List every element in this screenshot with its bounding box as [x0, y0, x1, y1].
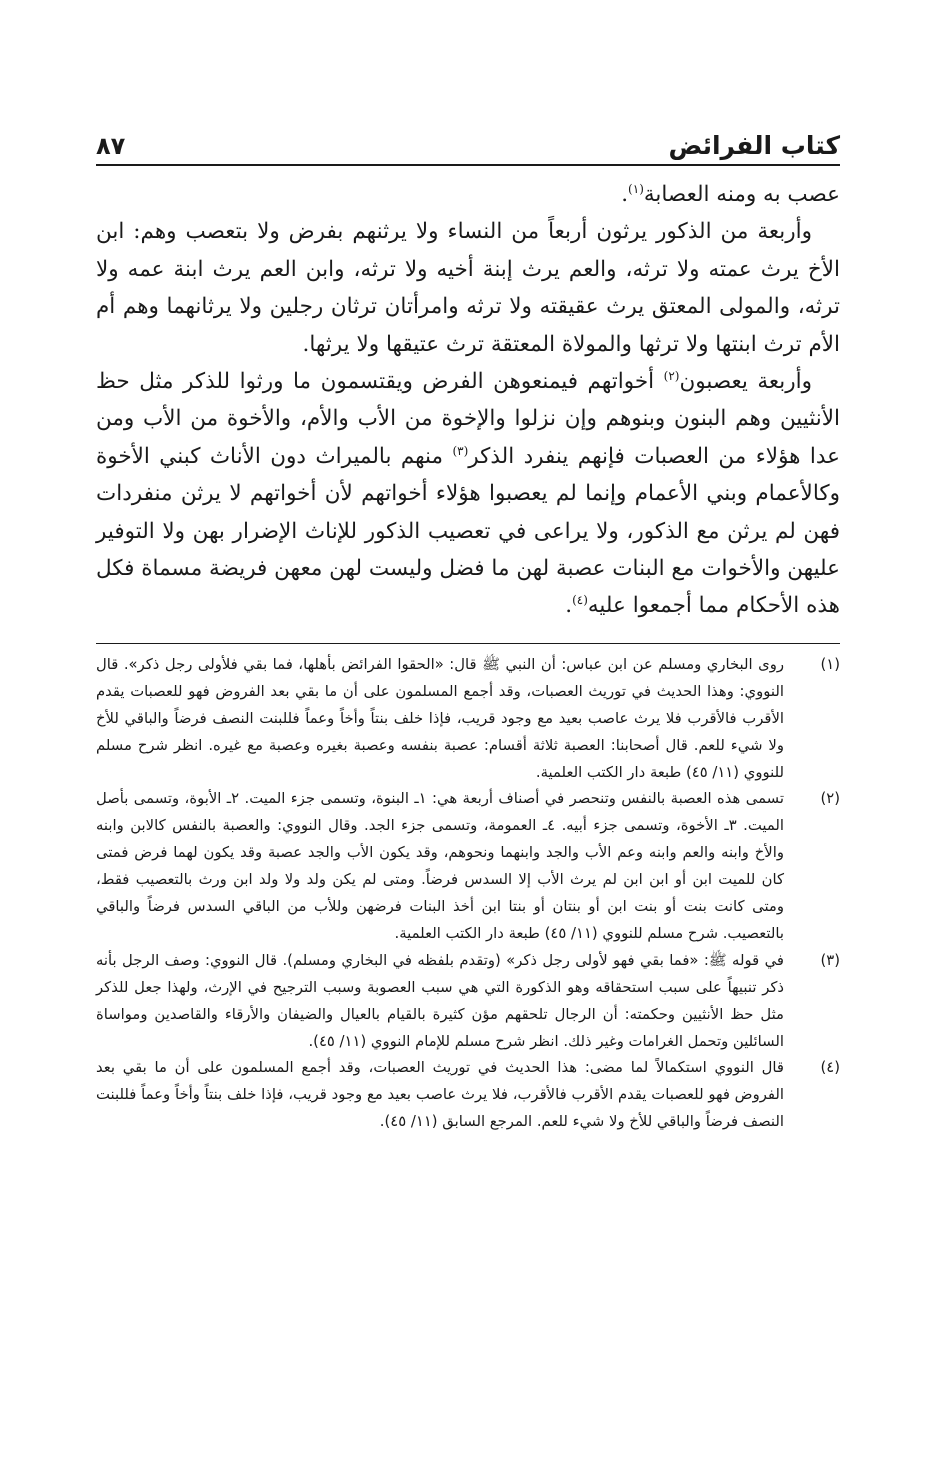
- paragraph-3-text-a: وأربعة يعصبون: [679, 369, 812, 395]
- paragraph-3-text-c: منهم بالميراث دون الأناث كبني الأخوة وكالأعمام وبني الأعمام وإنما لم يعصبوا هؤلاء أخواتهم لأن أخواتهم لا يرثن منفردات فهن لم يرثن مع الذكور، ولا يراعى في تعصيب الذكور للإناث الإضرار بهن ولا التوفير عليهن والأخوات مع البنات عصبة لهن ما فضل وليست لهن معهن فريضة مسماة فكل هذه الأحكام مما أجمعوا عليه: [96, 443, 840, 619]
- page-number: ٨٧: [96, 132, 126, 160]
- footnote-divider: [96, 643, 840, 644]
- footnote-ref-2[interactable]: (٢): [663, 368, 680, 383]
- footnote-text: روى البخاري ومسلم عن ابن عباس: أن النبي ﷺ قال: «الحقوا الفرائض بأهلها، فما بقي فلأولى رجل ذكر». قال النووي: وهذا الحديث في توريث العصبات، وقد أجمع المسلمون على أن ما بقي بعد الفروض فهو للعصبات يقدم الأقرب فالأقرب فلا يرث عاصب بعيد مع وجود قريب، فإذا خلف بنتاً وأخاً وعماً فللبنت النصف فرضاً والباقي للأخ ولا شيء للعم. قال أصحابنا: العصبة ثلاثة أقسام: عصبة بنفسه وعصبة بغيره وعصبة مع غيره. انظر شرح مسلم للنووي (١١/ ٤٥) طبعة دار الكتب العلمية.: [96, 655, 784, 781]
- main-text: [96, 176, 840, 625]
- paragraph-3: [96, 363, 840, 625]
- footnote-1: [96, 652, 840, 787]
- book-page: [96, 112, 840, 1332]
- footnote-2: [96, 786, 840, 947]
- paragraph-1: [96, 176, 840, 213]
- paragraph-1-text: عصب به ومنه العصابة: [643, 182, 840, 207]
- footnote-text: قال النووي استكمالاً لما مضى: هذا الحديث في توريث العصبات، وقد أجمع المسلمون على أن ما بقي بعد الفروض فهو للعصبات يقدم الأقرب فالأقرب، فلا يرث عاصب بعيد مع وجود قريب، فإذا خلف بنتاً وأخاً وعماً فللبنت النصف فرضاً والباقي للأخ ولا شيء للعم. المرجع السابق (١١/ ٤٥).: [96, 1059, 784, 1131]
- footnote-number: (٤): [820, 1059, 840, 1077]
- running-header: [96, 112, 840, 166]
- paragraph-2: وأربعة من الذكور يرثون أربعاً من النساء ولا يرثنهم بفرض ولا بتعصب وهم: ابن الأخ يرث عمته ولا ترثه، والعم يرث إبنة أخيه ولا ترثه، وابن العم يرث ابنة عمه ولا ترثه، والمولى المعتق يرث عقيقته ولا ترثه وامرأتان ترثان رجلين ولا يرثانهما وهم أم الأم ترث ابنتها ولا ترثها والمولاة المعتقة ترث عتيقها ولا يرثها.: [96, 219, 840, 357]
- footnote-number: (٣): [820, 951, 840, 969]
- footnote-ref-1[interactable]: (١): [628, 181, 644, 196]
- footnote-number: (٢): [820, 790, 840, 808]
- paragraph-3-end: .: [565, 593, 573, 619]
- footnote-ref-3[interactable]: (٣): [452, 443, 469, 458]
- footnote-text: تسمى هذه العصبة بالنفس وتنحصر في أصناف أربعة هي: ١ـ البنوة، وتسمى جزء الميت. ٢ـ الأبوة، وتسمى بأصل الميت. ٣ـ الأخوة، وتسمى جزء أبيه. ٤ـ العمومة، وتسمى جزء الجد. وقال النووي: والعصبة بالنفس كالابن وابنه والأخ وابنه والعم وابنه وعم الأب والجد وابنهما ونحوهم، وقد يكون الأب والجد عصبة وقد يكون لهما فرض فمتى كان للميت ابن أو ابن ابن لم يرث الأب إلا السدس فرضاً. ومتى لم يكن ولد ولا ولد ابن ورث بالتعصيب فقط، ومتى كانت بنت أو بنت ابن أو بنتان أو بنتا ابن أخذ البنات فرضهن وللأب من الباقي السدس فرضاً والباقي بالتعصيب. شرح مسلم للنووي (١١/ ٤٥) طبعة دار الكتب العلمية.: [96, 790, 784, 942]
- footnote-ref-4[interactable]: (٤): [572, 593, 588, 608]
- footnotes: [96, 652, 840, 1136]
- footnote-number: (١): [820, 655, 840, 673]
- footnote-3: [96, 948, 840, 1056]
- running-title: كتاب الفرائض: [668, 131, 840, 160]
- paragraph-3-text-b: أخواتهم فيمنعوهن الفرض ويقتسمون ما ورثوا للذكر مثل حظ الأنثيين وهم البنون وبنوهم وإن نزلوا والإخوة من الأب والأم، والأخوة من الأب ومن عدا هؤلاء من العصبات فإنهم ينفرد الذكر: [96, 369, 840, 469]
- paragraph-1-end: .: [621, 182, 629, 207]
- footnote-4: [96, 1055, 840, 1136]
- footnote-text: في قوله ﷺ: «فما بقي فهو لأولى رجل ذكر» (وتقدم بلفظه في البخاري ومسلم). قال النووي: وصف الرجل بأنه ذكر تنبيهاً على سبب استحقاقه وهو الذكورة التي هي سبب العصوبة وسبب الترجيح في الإرث، ولهذا جعل للذكر مثل حظ الأنثيين وحكمته: أن الرجال تلحقهم مؤن كثيرة بالقيام بالعيال والضيفان والأرقاء والقاصدين ومواساة السائلين وتحمل الغرامات وغير ذلك. انظر شرح مسلم للإمام النووي (١١/ ٤٥).: [96, 951, 784, 1050]
